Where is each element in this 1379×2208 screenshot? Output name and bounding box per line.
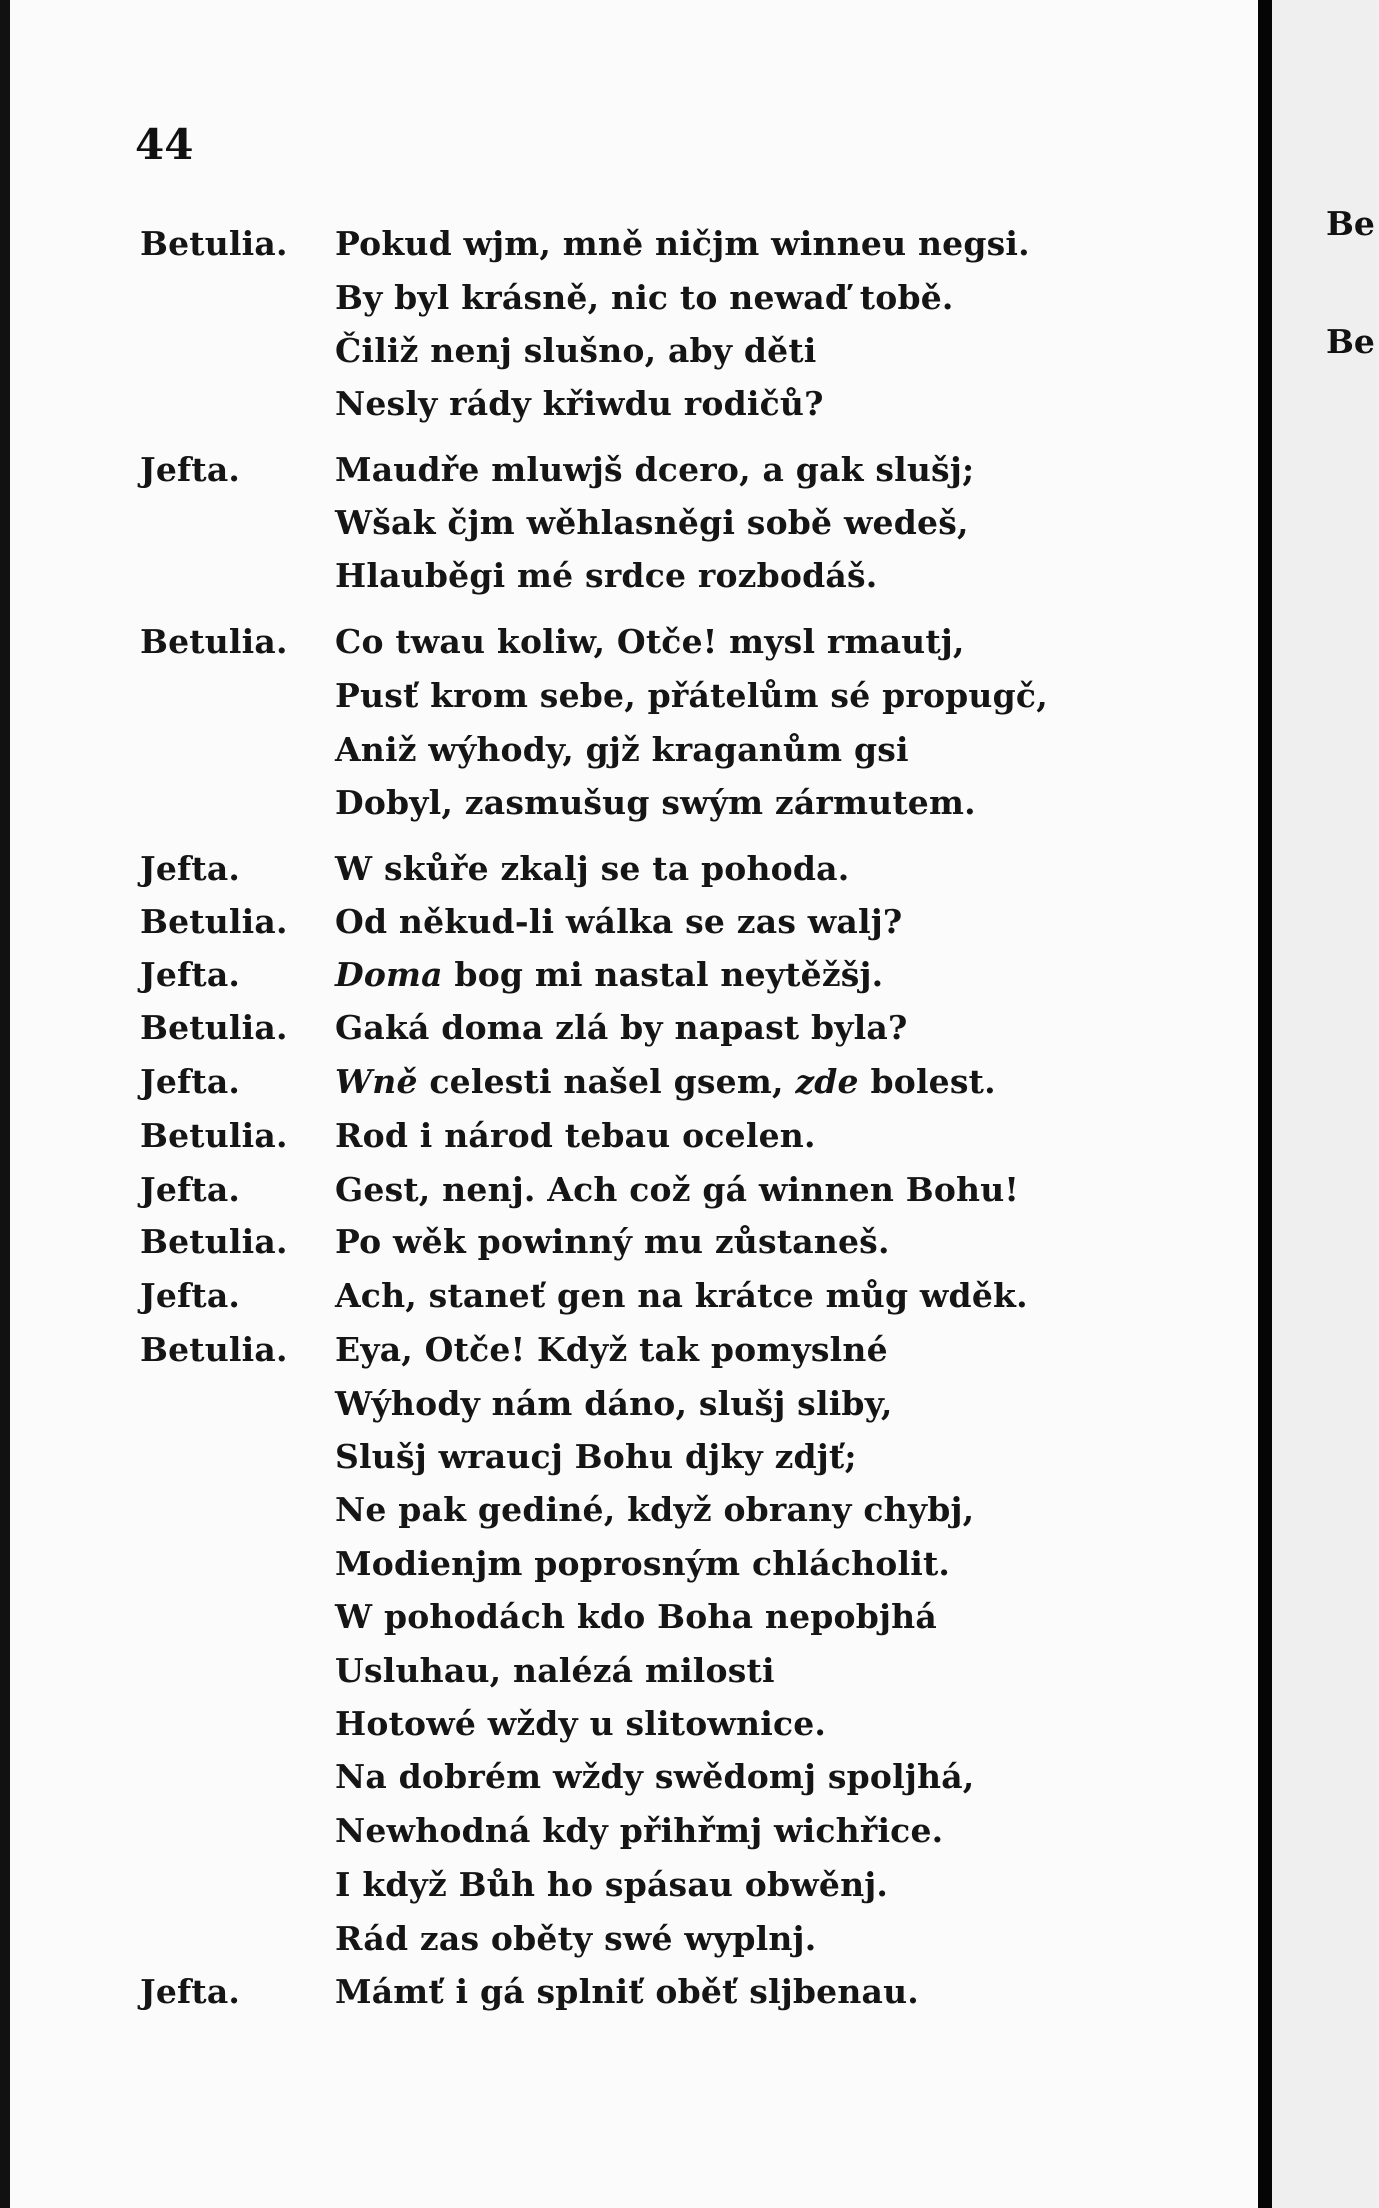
dialogue-line (10, 1972, 1258, 2028)
verse-text: Gaká doma zlá by napast byla? (335, 1008, 908, 1047)
dialogue-line (10, 1116, 1258, 1172)
verse-text: Co twau koliw, Otče! mysl rmautj, (335, 622, 965, 661)
verse-text: Mámť i gá splniť oběť sljbenau. (335, 1972, 919, 2011)
dialogue-line (10, 1544, 1258, 1600)
verse-text: Na dobrém wždy swědomj spoljhá, (335, 1757, 975, 1796)
speaker-name: Betulia. (140, 1008, 288, 1047)
verse-text: Nesly rády křiwdu rodičů? (335, 384, 824, 423)
dialogue-line (10, 1704, 1258, 1760)
dialogue-line (10, 1651, 1258, 1707)
verse-text: Usluhau, nalézá milosti (335, 1651, 775, 1690)
dialogue-line (10, 384, 1258, 440)
verse-text: Slušj wraucj Bohu djky zdjť; (335, 1437, 857, 1476)
dialogue-line (10, 955, 1258, 1011)
dialogue-line (10, 1008, 1258, 1064)
dialogue-line (10, 1865, 1258, 1921)
dialogue-line (10, 1330, 1258, 1386)
verse-text: Maudře mluwjš dcero, a gak slušj; (335, 450, 975, 489)
dialogue-line (10, 1490, 1258, 1546)
dialogue-line (10, 1170, 1258, 1226)
dialogue-line (10, 503, 1258, 559)
dialogue-line (10, 622, 1258, 678)
dialogue-line (10, 331, 1258, 387)
dialogue-line (10, 1276, 1258, 1332)
verse-text: Gest, nenj. Ach což gá winnen Bohu! (335, 1170, 1020, 1209)
speaker-name: Jefta. (140, 1972, 241, 2011)
verse-text: Modienjm poprosným chlácholit. (335, 1544, 951, 1583)
verse-text: W pohodách kdo Boha nepobjhá (335, 1597, 937, 1636)
verse-text: Čiliž nenj slušno, aby děti (335, 331, 817, 370)
page-number: 44 (135, 120, 194, 169)
adjacent-page-speaker: Be (1326, 204, 1375, 243)
dialogue-line (10, 450, 1258, 506)
adjacent-page-speaker: Be (1326, 322, 1375, 361)
speaker-name: Betulia. (140, 1330, 288, 1369)
verse-text: Od někud-li wálka se zas walj? (335, 902, 903, 941)
verse-text: W skůře zkalj se ta pohoda. (335, 849, 850, 888)
speaker-name: Betulia. (140, 622, 288, 661)
dialogue-line (10, 1757, 1258, 1813)
speaker-name: Jefta. (140, 1062, 241, 1101)
dialogue-line (10, 1384, 1258, 1440)
verse-text: Hlauběgi mé srdce rozbodáš. (335, 556, 878, 595)
verse-text: I když Bůh ho spásau obwěnj. (335, 1865, 889, 1904)
speaker-name: Jefta. (140, 1170, 241, 1209)
speaker-name: Betulia. (140, 224, 288, 263)
verse-text: Rád zas oběty swé wyplnj. (335, 1919, 817, 1958)
dialogue-line (10, 1597, 1258, 1653)
speaker-name: Jefta. (140, 955, 241, 994)
dialogue-line (10, 1919, 1258, 1975)
speaker-name: Jefta. (140, 849, 241, 888)
verse-text: Rod i národ tebau ocelen. (335, 1116, 816, 1155)
dialogue-line (10, 902, 1258, 958)
verse-text: Pusť krom sebe, přátelům sé propugč, (335, 676, 1048, 715)
verse-text: Eya, Otče! Když tak pomyslné (335, 1330, 888, 1369)
verse-text: Ach, staneť gen na krátce můg wděk. (335, 1276, 1028, 1315)
verse-text: Doma bog mi nastal neytěžšj. (335, 955, 884, 994)
verse-text: Dobyl, zasmušug swým zármutem. (335, 783, 976, 822)
verse-text: Aniž wýhody, gjž kraganům gsi (335, 730, 909, 769)
verse-text: Wšak čjm wěhlasněgi sobě wedeš, (335, 503, 969, 542)
dialogue-line (10, 849, 1258, 905)
verse-text: Newhodná kdy přihřmj wichřice. (335, 1811, 944, 1850)
verse-text: Hotowé wždy u slitownice. (335, 1704, 827, 1743)
verse-text: Wně celesti našel gsem, zde bolest. (335, 1062, 996, 1101)
verse-text: Po wěk powinný mu zůstaneš. (335, 1222, 890, 1261)
dialogue-line (10, 730, 1258, 786)
dialogue-line (10, 1811, 1258, 1867)
speaker-name: Jefta. (140, 450, 241, 489)
speaker-name: Betulia. (140, 1116, 288, 1155)
dialogue-line (10, 783, 1258, 839)
speaker-name: Jefta. (140, 1276, 241, 1315)
dialogue-line (10, 1437, 1258, 1493)
verse-text: By byl krásně, nic to newaď tobě. (335, 278, 954, 317)
dialogue-line (10, 278, 1258, 334)
dialogue-line (10, 1222, 1258, 1278)
dialogue-line (10, 556, 1258, 612)
speaker-name: Betulia. (140, 1222, 288, 1261)
dialogue-line (10, 224, 1258, 280)
dialogue-line (10, 676, 1258, 732)
speaker-name: Betulia. (140, 902, 288, 941)
verse-text: Wýhody nám dáno, slušj sliby, (335, 1384, 893, 1423)
dialogue-line (10, 1062, 1258, 1118)
verse-text: Ne pak gediné, když obrany chybj, (335, 1490, 975, 1529)
verse-text: Pokud wjm, mně ničjm winneu negsi. (335, 224, 1030, 263)
